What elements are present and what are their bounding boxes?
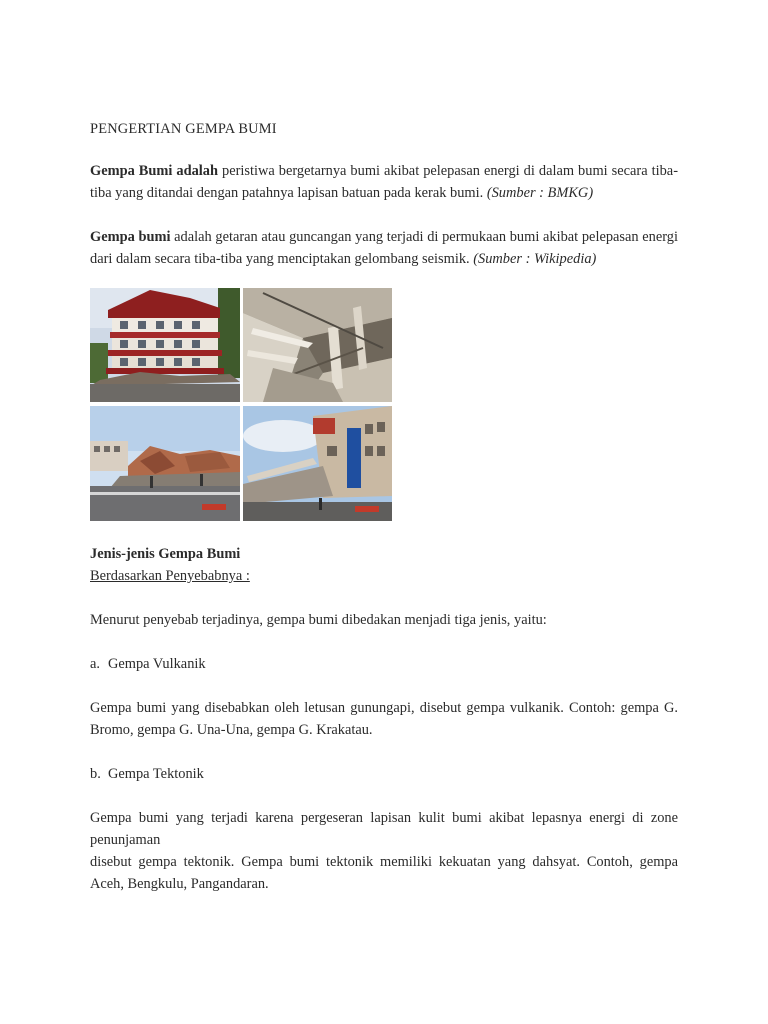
list-marker: b. [90, 766, 101, 782]
section-subheading: Berdasarkan Penyebabnya : [90, 568, 250, 584]
photo-collapsed-mall-building [243, 406, 392, 521]
list-item-tektonik [90, 763, 678, 785]
list-item-description: Gempa bumi yang terjadi karena pergeseran lapisan kulit bumi akibat lepasnya energi di zone penunjaman [90, 810, 678, 848]
list-item-label: Gempa Tektonik [108, 766, 204, 782]
definition-wikipedia-source: (Sumber : Wikipedia) [473, 251, 597, 267]
definition-bmkg-source: (Sumber : BMKG) [486, 185, 594, 201]
photo-collapsed-building-red-roof [90, 288, 240, 402]
earthquake-photo-grid [90, 288, 392, 521]
definition-bmkg-text: peristiwa bergetarnya bumi akibat pelepasan energi di dalam bumi secara tiba-tiba yang ditandai dengan patahnya lapisan batuan pada kerak bumi. [90, 163, 678, 201]
list-item-vulkanik [90, 653, 678, 675]
list-marker: a. [90, 656, 100, 672]
definition-bmkg-term: Gempa Bumi adalah [90, 163, 218, 179]
section-intro: Menurut penyebab terjadinya, gempa bumi dibedakan menjadi tiga jenis, yaitu: [90, 612, 547, 628]
section-heading-text: Jenis-jenis Gempa Bumi [90, 546, 241, 562]
page-title: PENGERTIAN GEMPA BUMI [90, 121, 277, 137]
list-item-description-continued: disebut gempa tektonik. Gempa bumi tektonik memiliki kekuatan yang dahsyat. Contoh, gempa Aceh, Bengkulu, Pangandaran. [90, 854, 678, 892]
list-item-description: Gempa bumi yang disebabkan oleh letusan gunungapi, disebut gempa vulkanik. Contoh: gempa G. Bromo, gempa G. Una-Una, gempa G. Krakatau. [90, 700, 678, 738]
definition-wikipedia [90, 226, 678, 270]
definition-bmkg [90, 160, 678, 204]
definition-wikipedia-term: Gempa bumi [90, 229, 171, 245]
photo-collapsed-concrete-floors [243, 288, 392, 402]
document-content [90, 118, 678, 895]
definition-wikipedia-text: adalah getaran atau guncangan yang terjadi di permukaan bumi akibat pelepasan energi dari dalam secara tiba-tiba yang menciptakan gelombang seismik. [90, 229, 678, 267]
list-item-label: Gempa Vulkanik [108, 656, 206, 672]
section-heading [90, 543, 678, 565]
photo-street-collapsed-shops [90, 406, 240, 521]
